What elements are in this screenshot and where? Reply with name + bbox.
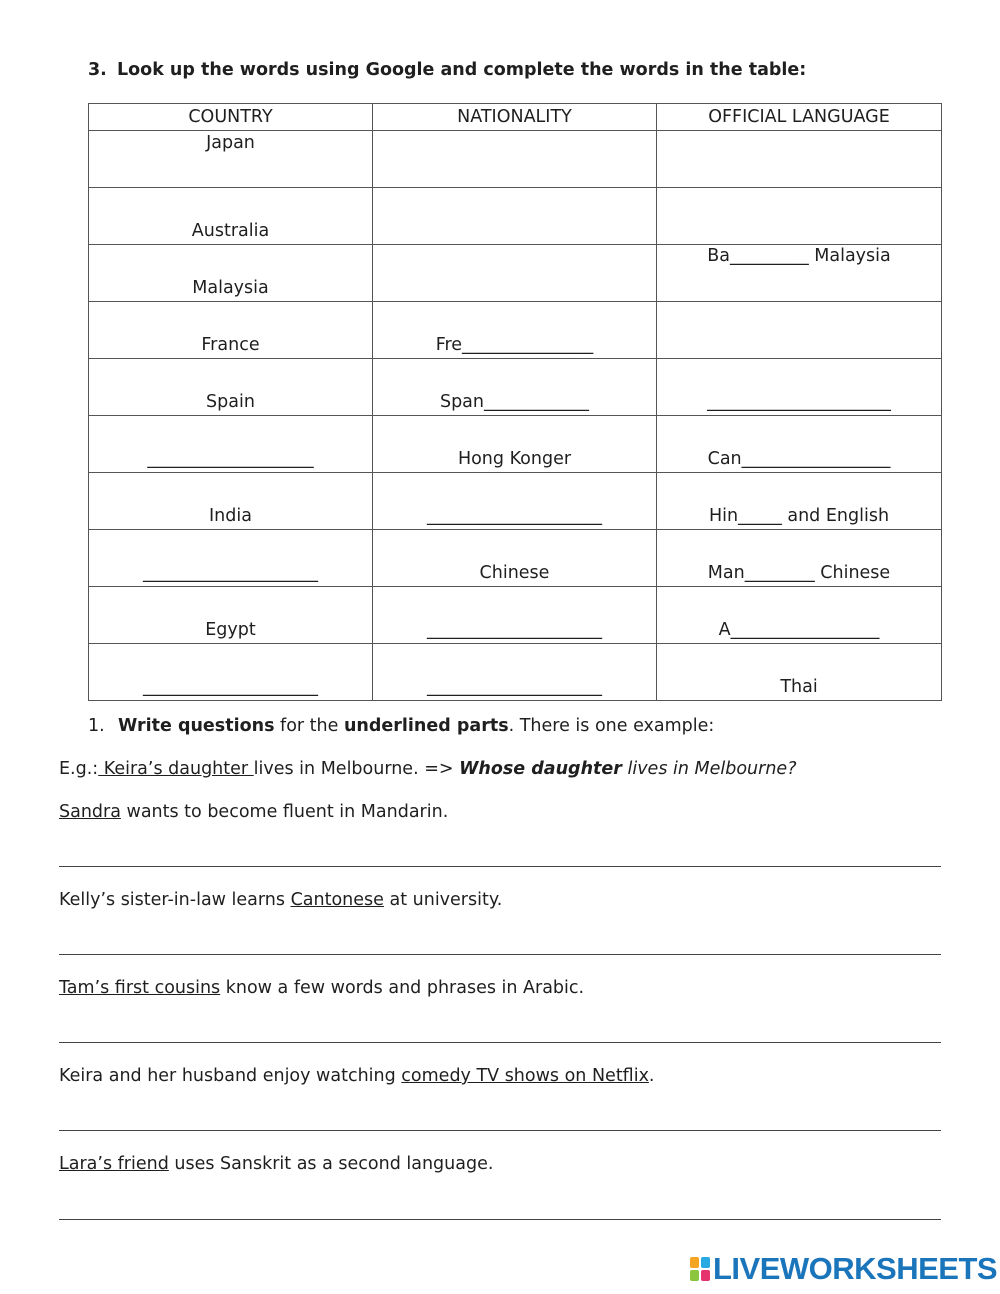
table-row (89, 473, 942, 530)
table-row (89, 245, 942, 302)
nationality-cell: Chinese (373, 530, 657, 587)
header-country: COUNTRY (89, 104, 373, 131)
table-row (89, 359, 942, 416)
nationality-cell[interactable]: ____________________ (373, 587, 657, 644)
country-cell[interactable]: ____________________ (89, 644, 373, 701)
logo-square (690, 1270, 699, 1281)
table-row (89, 644, 942, 701)
section-3-title: Look up the words using Google and complete the words in the table: (117, 60, 807, 80)
logo-square (701, 1257, 710, 1268)
question-underlined: Sandra (59, 802, 121, 822)
country-cell: Egypt (89, 587, 373, 644)
header-official-language: OFFICIAL LANGUAGE (657, 104, 942, 131)
answer-line-3[interactable] (59, 1042, 941, 1043)
answer-line-2[interactable] (59, 954, 941, 955)
instruction-text-2: . There is one example: (508, 716, 715, 736)
logo-text-live: LIVE (713, 1251, 780, 1286)
question-text-after: uses Sanskrit as a second language. (168, 1154, 494, 1174)
language-cell[interactable]: Hin_____ and English (657, 473, 942, 530)
liveworksheets-logo[interactable] (690, 1252, 997, 1286)
example-prefix: E.g.: (59, 759, 99, 779)
language-cell[interactable]: Ba_________ Malaysia (657, 245, 942, 302)
language-cell[interactable]: Man________ Chinese (657, 530, 942, 587)
language-cell[interactable]: _____________________ (657, 359, 942, 416)
language-cell[interactable]: Can_________________ (657, 416, 942, 473)
logo-text-worksheets: WORKSHEETS (779, 1251, 998, 1286)
table-row (89, 587, 942, 644)
country-cell: Australia (89, 188, 373, 245)
nationality-cell[interactable]: Span____________ (373, 359, 657, 416)
country-cell[interactable]: ___________________ (89, 416, 373, 473)
example-sentence (59, 759, 797, 779)
section-1-number: 1. (88, 716, 105, 736)
question-underlined: comedy TV shows on Netflix (401, 1066, 649, 1086)
question-underlined: Tam’s first cousins (59, 978, 221, 998)
table-row (89, 188, 942, 245)
country-cell[interactable]: ____________________ (89, 530, 373, 587)
country-cell: Spain (89, 359, 373, 416)
instruction-bold-2: underlined parts (343, 716, 509, 736)
nationality-cell[interactable] (373, 245, 657, 302)
question-text-before: Keira and her husband enjoy watching (59, 1066, 402, 1086)
country-cell: Malaysia (89, 245, 373, 302)
section-3-heading (88, 60, 806, 80)
example-rest: lives in Melbourne. => (253, 759, 460, 779)
example-answer-rest: lives in Melbourne? (621, 759, 797, 779)
language-cell[interactable] (657, 302, 942, 359)
question-text-after: wants to become fluent in Mandarin. (120, 802, 449, 822)
country-cell: Japan (89, 131, 373, 188)
question-3 (59, 978, 584, 998)
table-row (89, 530, 942, 587)
language-cell: Thai (657, 644, 942, 701)
question-underlined: Lara’s friend (59, 1154, 169, 1174)
question-text-after: . (648, 1066, 655, 1086)
question-2 (59, 890, 502, 910)
nationality-cell[interactable]: ____________________ (373, 473, 657, 530)
question-text-before: Kelly’s sister-in-law learns (59, 890, 291, 910)
table-header-row (89, 104, 942, 131)
question-underlined: Cantonese (290, 890, 384, 910)
language-cell[interactable] (657, 131, 942, 188)
liveworksheets-logo-icon (690, 1257, 710, 1281)
answer-line-4[interactable] (59, 1130, 941, 1131)
logo-square (701, 1270, 710, 1281)
section-1-instruction (88, 716, 714, 736)
nationality-cell[interactable]: ____________________ (373, 644, 657, 701)
table-row (89, 302, 942, 359)
question-text-after: at university. (383, 890, 503, 910)
language-cell[interactable] (657, 188, 942, 245)
example-underlined: Keira’s daughter (98, 759, 254, 779)
answer-line-5[interactable] (59, 1219, 941, 1220)
nationality-cell[interactable]: Fre_______________ (373, 302, 657, 359)
answer-line-1[interactable] (59, 866, 941, 867)
table-row (89, 131, 942, 188)
language-cell[interactable]: A_________________ (657, 587, 942, 644)
header-nationality: NATIONALITY (373, 104, 657, 131)
table-row (89, 416, 942, 473)
question-text-after: know a few words and phrases in Arabic. (220, 978, 585, 998)
section-3-number: 3. (88, 60, 107, 80)
instruction-text-1: for the (274, 716, 344, 736)
country-cell: France (89, 302, 373, 359)
question-1 (59, 802, 448, 822)
question-4 (59, 1066, 655, 1086)
question-5 (59, 1154, 493, 1174)
nationality-cell[interactable] (373, 188, 657, 245)
instruction-bold-1: Write questions (118, 716, 275, 736)
nationality-cell: Hong Konger (373, 416, 657, 473)
country-cell: India (89, 473, 373, 530)
example-answer-bold: Whose daughter (459, 759, 622, 779)
logo-square (690, 1257, 699, 1268)
nationality-cell[interactable] (373, 131, 657, 188)
vocabulary-table (88, 103, 942, 701)
